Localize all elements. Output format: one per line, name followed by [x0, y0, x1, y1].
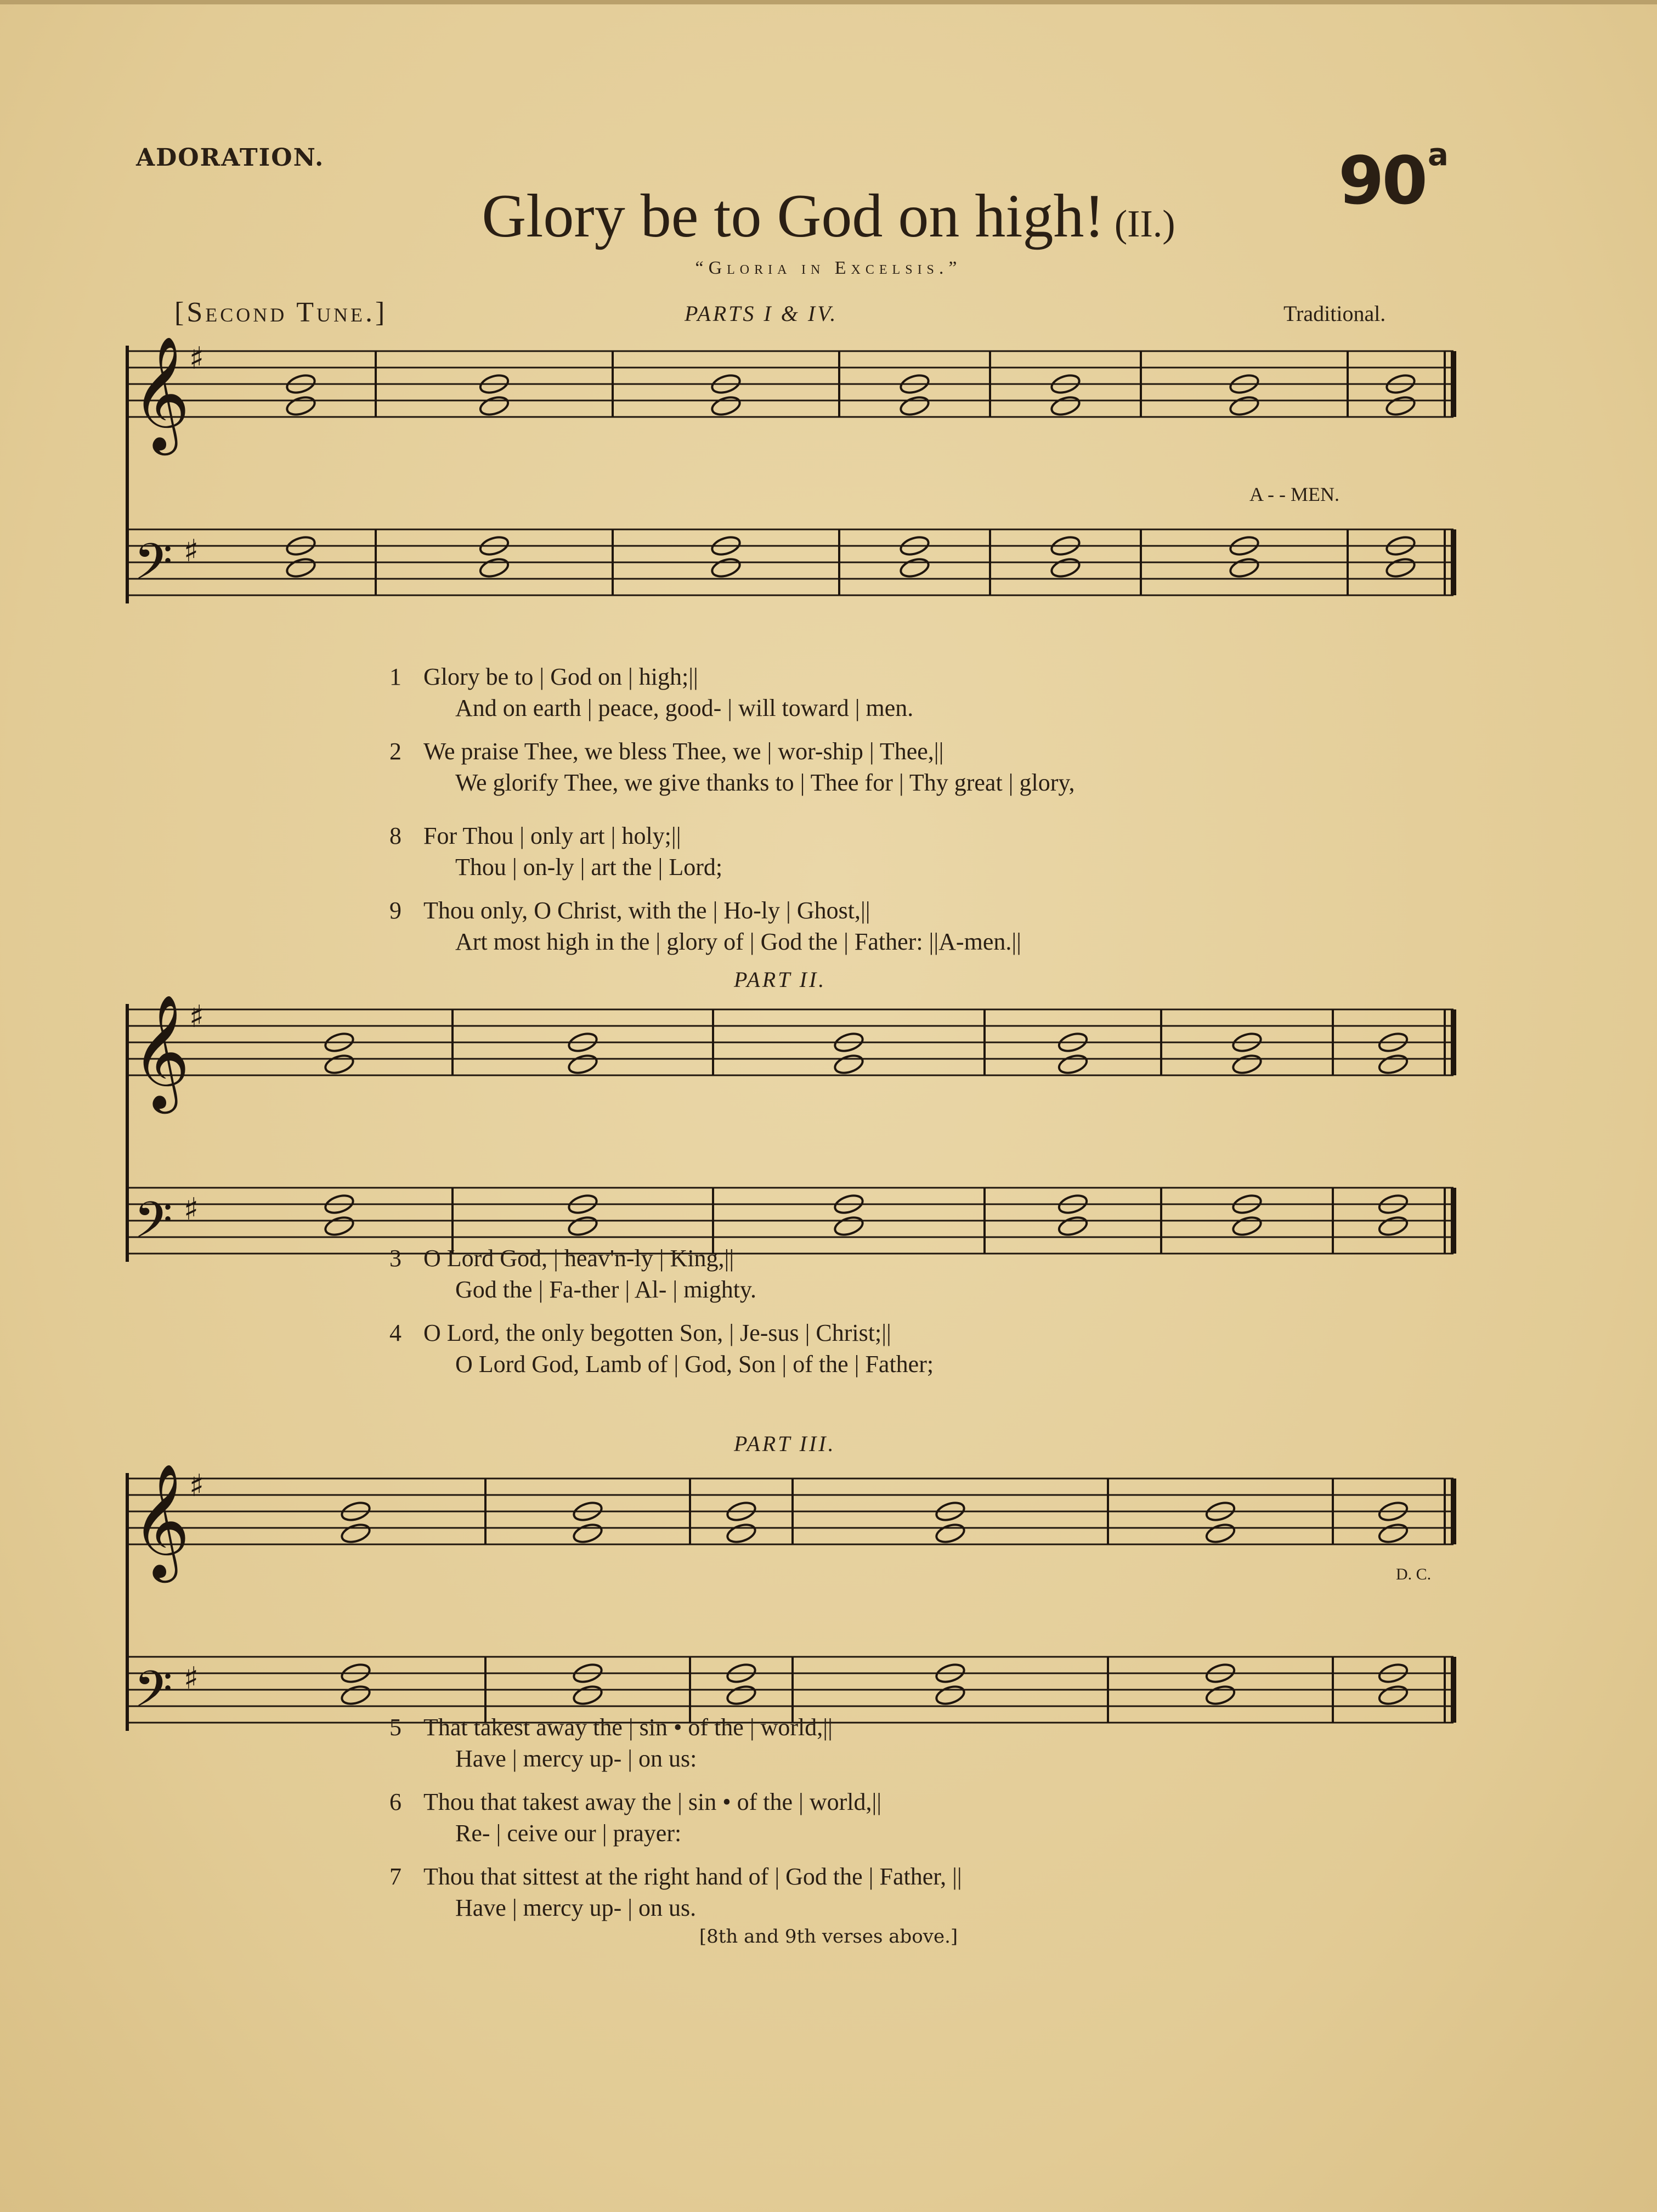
verse-line: God the | Fa-ther | Al- | mighty. [455, 1276, 757, 1303]
verse-1 [389, 661, 1075, 724]
note-head [1377, 1053, 1409, 1076]
composer-label: Traditional. [1283, 301, 1386, 326]
verse-number: 1 [389, 663, 401, 690]
note-head [898, 394, 930, 418]
treble-clef: 𝄞 [132, 994, 190, 1109]
note-head [725, 1684, 757, 1707]
note-head [710, 556, 742, 580]
amen-label: A - - MEN. [1249, 483, 1339, 505]
note-head [567, 1053, 598, 1076]
sharp-sign: ♯ [184, 533, 199, 569]
note-head [1384, 394, 1416, 418]
note-head [725, 1522, 757, 1545]
note-head [1231, 1053, 1263, 1076]
note-head [572, 1684, 603, 1707]
verse-line: Art most high in the | glory of | God the | Father: ||A-men.|| [455, 928, 1021, 955]
verse-line: O Lord, the only begotten Son, | Je-sus | Christ;|| [423, 1319, 891, 1346]
note-head [1204, 1684, 1236, 1707]
note-head [478, 556, 510, 580]
note-head [1057, 1053, 1089, 1076]
treble-clef: 𝄞 [132, 336, 190, 450]
verse-5 [389, 1712, 962, 1774]
hymn-title-number: (II.) [1114, 203, 1175, 245]
sharp-sign: ♯ [189, 1468, 205, 1504]
hymn-number-value: 90 [1338, 143, 1426, 219]
verse-line: Glory be to | God on | high;|| [423, 663, 698, 690]
verse-line: We glorify Thee, we give thanks to | Thee for | Thy great | glory, [455, 769, 1075, 796]
verse-line: And on earth | peace, good- | will toward | men. [455, 695, 914, 721]
footnote: [8th and 9th verses above.] [699, 1926, 958, 1948]
note-head [1057, 1215, 1089, 1238]
note-head [1049, 556, 1081, 580]
verse-number: 4 [389, 1319, 401, 1346]
note-head [1377, 1215, 1409, 1238]
verse-6 [389, 1786, 962, 1849]
note-head [1377, 1684, 1409, 1707]
part-label-2: PART II. [734, 967, 827, 992]
note-head [323, 1053, 355, 1076]
verse-2 [389, 736, 1075, 798]
verse-number: 5 [389, 1714, 401, 1741]
note-head [285, 394, 316, 418]
verse-line: O Lord God, | heav'n-ly | King,|| [423, 1245, 734, 1272]
tune-label: [Second Tune.] [174, 297, 388, 328]
sharp-sign: ♯ [184, 1192, 199, 1227]
verse-number: 9 [389, 897, 401, 924]
hymn-title-text: Glory be to God on high! [482, 182, 1105, 250]
bass-clef: 𝄢 [134, 1191, 173, 1261]
hymn-number-suffix: a [1428, 137, 1446, 173]
note-head [572, 1522, 603, 1545]
verse-line: That takest away the | sin • of the | world,|| [423, 1714, 833, 1741]
note-head [323, 1215, 355, 1238]
verse-number: 3 [389, 1245, 401, 1272]
part-label-1-4: PARTS I & IV. [685, 301, 838, 326]
note-head [1377, 1522, 1409, 1545]
bass-clef: 𝄢 [134, 533, 173, 603]
note-head [1384, 556, 1416, 580]
note-head [340, 1522, 371, 1545]
note-head [710, 394, 742, 418]
verse-line: Have | mercy up- | on us: [455, 1745, 697, 1772]
verse-line: Re- | ceive our | prayer: [455, 1820, 682, 1847]
verse-number: 2 [389, 738, 401, 765]
verses-group-2 [389, 1243, 934, 1392]
verse-line: Have | mercy up- | on us. [455, 1894, 697, 1921]
verse-7 [389, 1861, 962, 1923]
dc-label: D. C. [1396, 1565, 1432, 1583]
note-head [1228, 394, 1260, 418]
part-label-3: PART III. [734, 1431, 836, 1456]
note-head [478, 394, 510, 418]
note-head [1231, 1215, 1263, 1238]
verse-number: 7 [389, 1863, 401, 1890]
verse-8 [389, 820, 1075, 883]
verses-group-3 [389, 1712, 962, 1936]
note-head [340, 1684, 371, 1707]
treble-clef: 𝄞 [132, 1463, 190, 1578]
verse-number: 6 [389, 1788, 401, 1815]
verse-4 [389, 1317, 934, 1380]
note-head [1228, 556, 1260, 580]
verse-line: Thou | on-ly | art the | Lord; [455, 854, 723, 881]
verse-9 [389, 895, 1075, 957]
verse-line: Thou that takest away the | sin • of the | world,|| [423, 1788, 882, 1815]
bass-clef: 𝄢 [134, 1660, 173, 1730]
verse-line: We praise Thee, we bless Thee, we | wor-ship | Thee,|| [423, 738, 944, 765]
note-head [934, 1522, 966, 1545]
verse-line: Thou only, O Christ, with the | Ho-ly | Ghost,|| [423, 897, 870, 924]
verses-group-1 [389, 661, 1075, 969]
note-head [285, 556, 316, 580]
sharp-sign: ♯ [184, 1661, 199, 1696]
note-head [1204, 1522, 1236, 1545]
note-head [833, 1053, 864, 1076]
sharp-sign: ♯ [189, 999, 205, 1035]
verse-3 [389, 1243, 934, 1305]
verse-number: 8 [389, 822, 401, 849]
hymn-subtitle: “Gloria in Excelsis.” [695, 258, 962, 278]
note-head [567, 1215, 598, 1238]
section-label: ADORATION. [136, 144, 325, 172]
note-head [934, 1684, 966, 1707]
verse-line: Thou that sittest at the right hand of | God the | Father, || [423, 1863, 962, 1890]
note-head [1049, 394, 1081, 418]
sharp-sign: ♯ [189, 341, 205, 376]
note-head [833, 1215, 864, 1238]
note-head [898, 556, 930, 580]
verse-line: For Thou | only art | holy;|| [423, 822, 681, 849]
verse-line: O Lord God, Lamb of | God, Son | of the | Father; [455, 1351, 934, 1378]
